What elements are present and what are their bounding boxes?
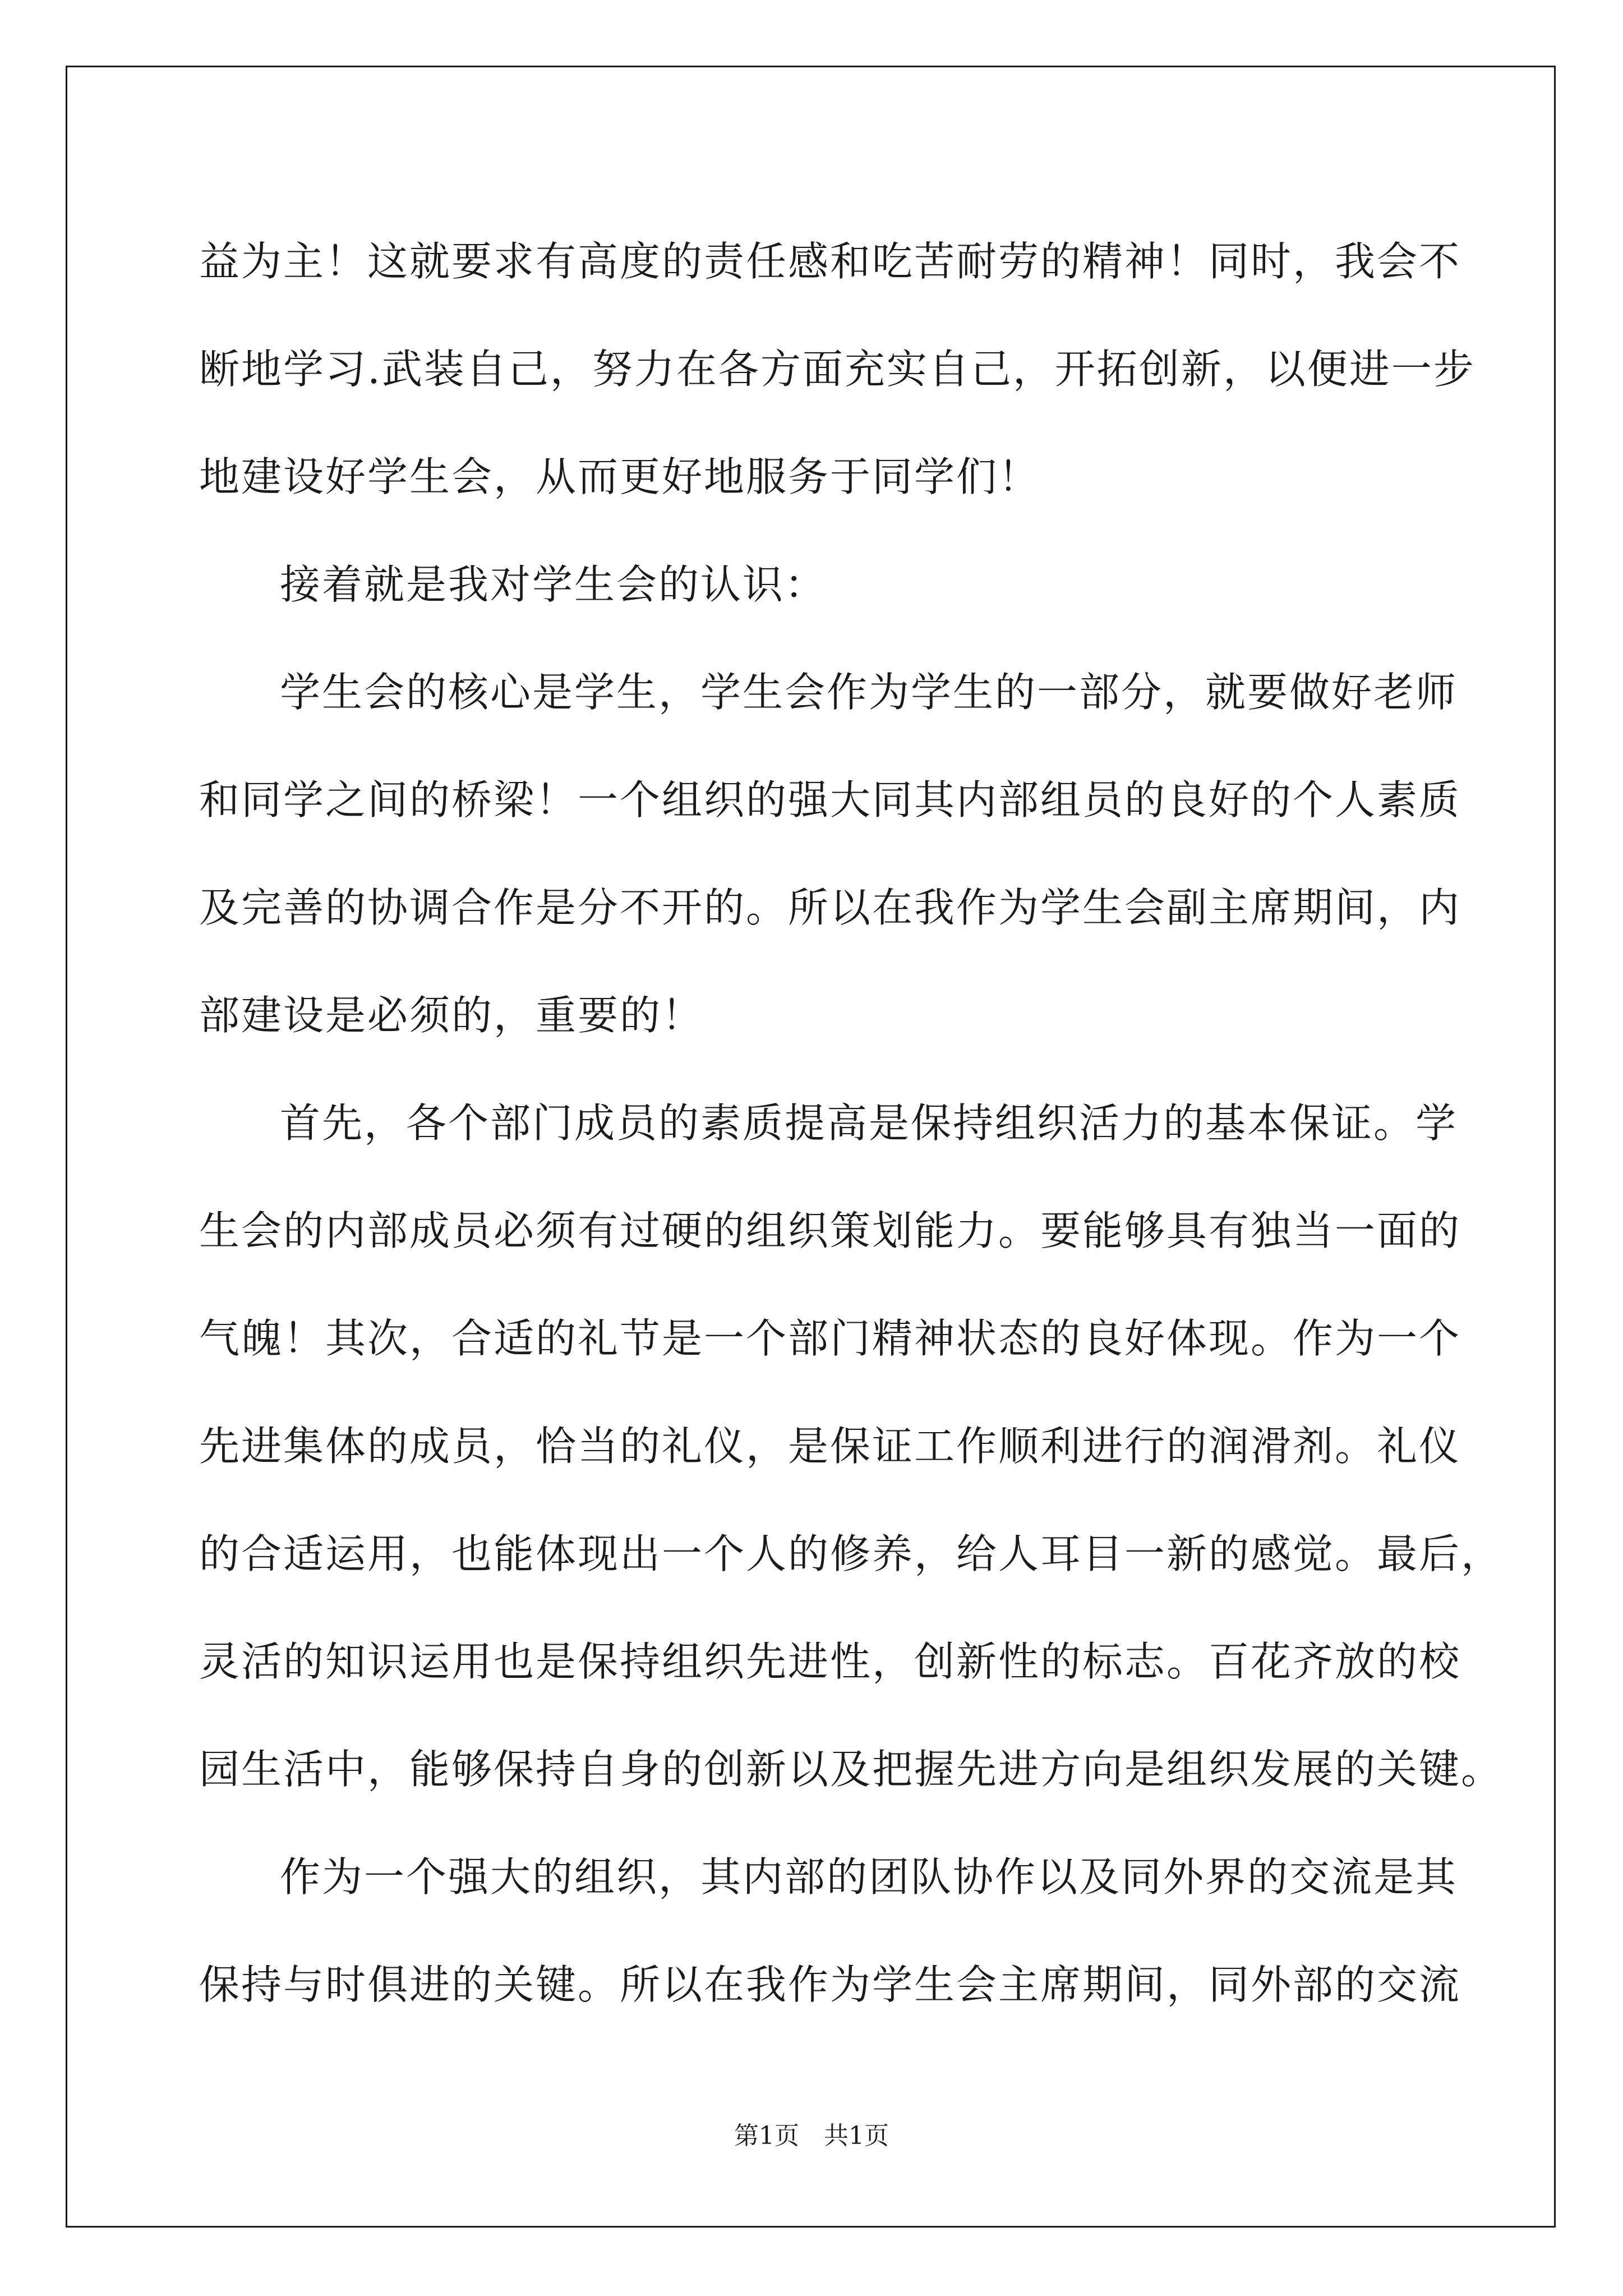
text-line: 益为主！这就要求有高度的责任感和吃苦耐劳的精神！同时，我会不 [199, 238, 1461, 285]
text-line: 保持与时俱进的关键。所以在我作为学生会主席期间，同外部的交流 [199, 1961, 1461, 2008]
text-line: 首先，各个部门成员的素质提高是保持组织活力的基本保证。学 [280, 1099, 1458, 1147]
text-line: 灵活的知识运用也是保持组织先进性，创新性的标志。百花齐放的校 [199, 1638, 1461, 1685]
page-footer: 第1页 共1页 [734, 2122, 889, 2150]
text-line: 和同学之间的桥梁！一个组织的强大同其内部组员的良好的个人素质 [199, 776, 1461, 823]
text-line: 气魄！其次，合适的礼节是一个部门精神状态的良好体现。作为一个 [199, 1315, 1461, 1362]
text-line: 地建设好学生会，从而更好地服务于同学们！ [199, 453, 1041, 500]
text-line: 断地学习.武装自己，努力在各方面充实自己，开拓创新，以便进一步 [199, 346, 1476, 393]
text-line: 及完善的协调合作是分不开的。所以在我作为学生会副主席期间，内 [199, 884, 1461, 931]
text-line: 学生会的核心是学生，学生会作为学生的一部分，就要做好老师 [280, 669, 1458, 716]
document-body [199, 208, 1504, 2039]
text-line: 接着就是我对学生会的认识： [280, 561, 827, 608]
text-line: 的合适运用，也能体现出一个人的修养，给人耳目一新的感觉。最后， [199, 1530, 1504, 1577]
text-line: 部建设是必须的，重要的！ [199, 992, 704, 1039]
text-line: 生会的内部成员必须有过硬的组织策划能力。要能够具有独当一面的 [199, 1207, 1461, 1254]
text-line: 先进集体的成员，恰当的礼仪，是保证工作顺利进行的润滑剂。礼仪 [199, 1423, 1461, 1470]
text-line: 作为一个强大的组织，其内部的团队协作以及同外界的交流是其 [280, 1853, 1458, 1901]
text-line: 园生活中，能够保持自身的创新以及把握先进方向是组织发展的关键。 [199, 1746, 1504, 1793]
